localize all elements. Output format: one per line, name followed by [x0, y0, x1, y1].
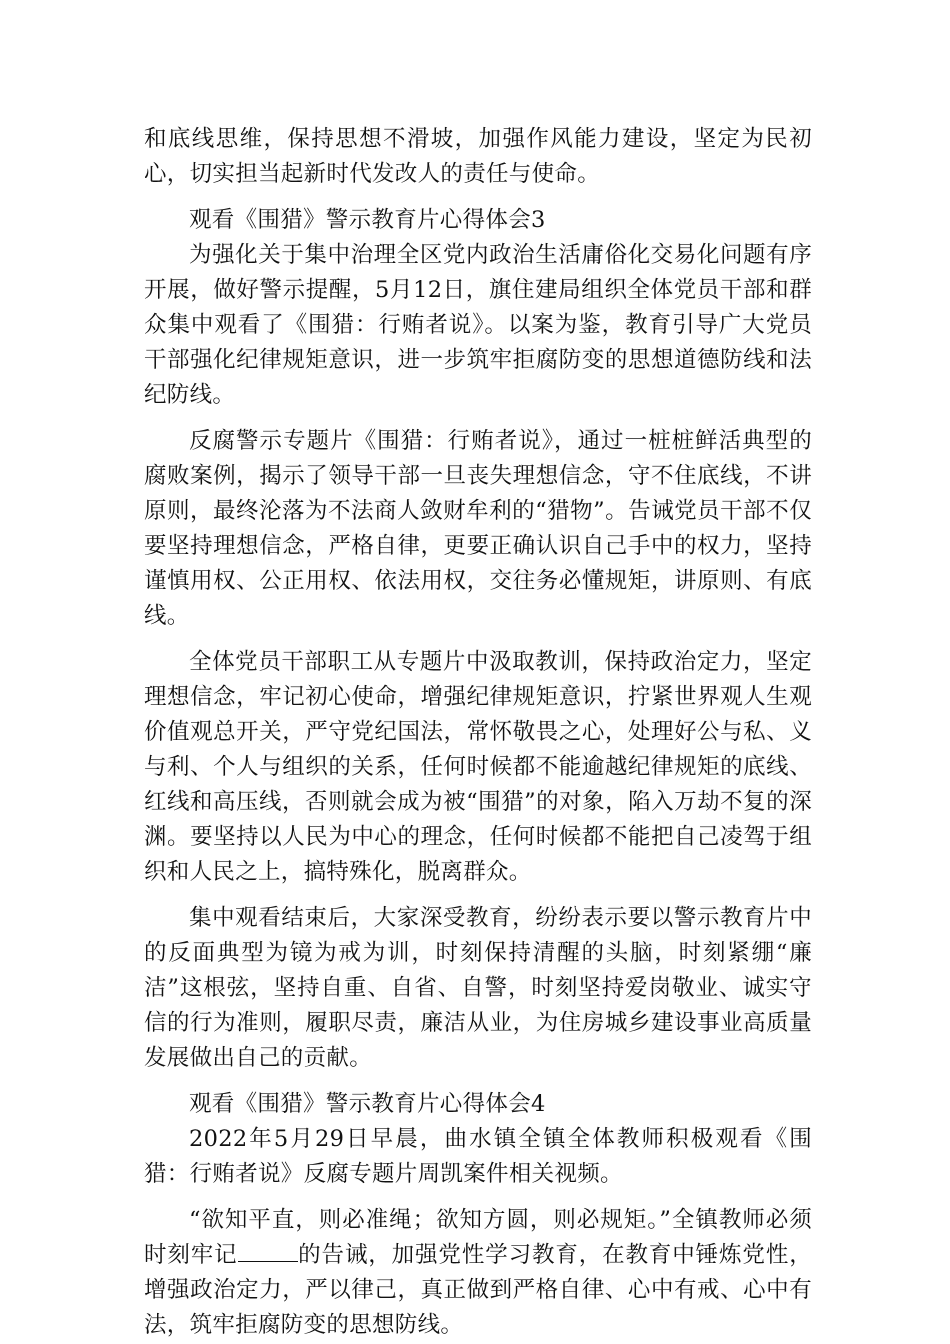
section-heading-4: 观看《围猎》警示教育片心得体会4: [189, 1091, 546, 1117]
paragraph: 反腐警示专题片《围猎：行贿者说》，通过一桩桩鲜活典型的腐败案例，揭示了领导干部一旦丧失理想信念，守不住底线，不讲原则，最终沦落为不法商人敛财牟利的“猎物”。告诫党员干部不仅要坚持理想信念，严格自律，更要正确认识自己手中的权力，坚持谨慎用权、公正用权、依法用权，交往务必懂规矩，讲原则、有底线。: [144, 428, 812, 629]
paragraph: 为强化关于集中治理全区党内政治生活庸俗化交易化问题有序开展，做好警示提醒，5月12日，旗住建局组织全体党员干部和群众集中观看了《围猎：行贿者说》。以案为鉴，教育引导广大党员干部强化纪律规矩意识，进一步筑牢拒腐防变的思想道德防线和法纪防线。: [144, 242, 812, 408]
paragraph-with-blank: [144, 1203, 812, 1343]
paragraph-text-after-blank: 的告诫，加强党性学习教育，在教育中锤炼党性，增强政治定力，严以律己，真正做到严格自律、心中有戒、心中有法，筑牢拒腐防变的思想防线。: [144, 1242, 812, 1338]
paragraph: 2022年5月29日早晨，曲水镇全镇全体教师积极观看《围猎：行贿者说》反腐专题片周凯案件相关视频。: [144, 1126, 812, 1187]
paragraph: 全体党员干部职工从专题片中汲取教训，保持政治定力，坚定理想信念，牢记初心使命，增强纪律规矩意识，拧紧世界观人生观价值观总开关，严守党纪国法，常怀敬畏之心，处理好公与私、义与利、个人与组织的关系，任何时候都不能逾越纪律规矩的底线、红线和高压线，否则就会成为被“围猎”的对象，陷入万劫不复的深渊。要坚持以人民为中心的理念，任何时候都不能把自己凌驾于组织和人民之上，搞特殊化，脱离群众。: [144, 649, 812, 885]
document-page: [144, 122, 812, 1343]
paragraph-continuation: 和底线思维，保持思想不滑坡，加强作风能力建设，坚定为民初心，切实担当起新时代发改人的责任与使命。: [144, 126, 812, 187]
paragraph-text-before-blank: “欲知平直，则必准绳；欲知方圆，则必规矩。”全镇教师必须时刻牢记: [144, 1207, 812, 1268]
fill-in-blank: [238, 1239, 298, 1262]
section-heading-3: 观看《围猎》警示教育片心得体会3: [189, 207, 546, 233]
paragraph: 集中观看结束后，大家深受教育，纷纷表示要以警示教育片中的反面典型为镜为戒为训，时刻保持清醒的头脑，时刻紧绷“廉洁”这根弦，坚持自重、自省、自警，时刻坚持爱岗敬业、诚实守信的行为准则，履职尽责，廉洁从业，为住房城乡建设事业高质量发展做出自己的贡献。: [144, 905, 812, 1071]
